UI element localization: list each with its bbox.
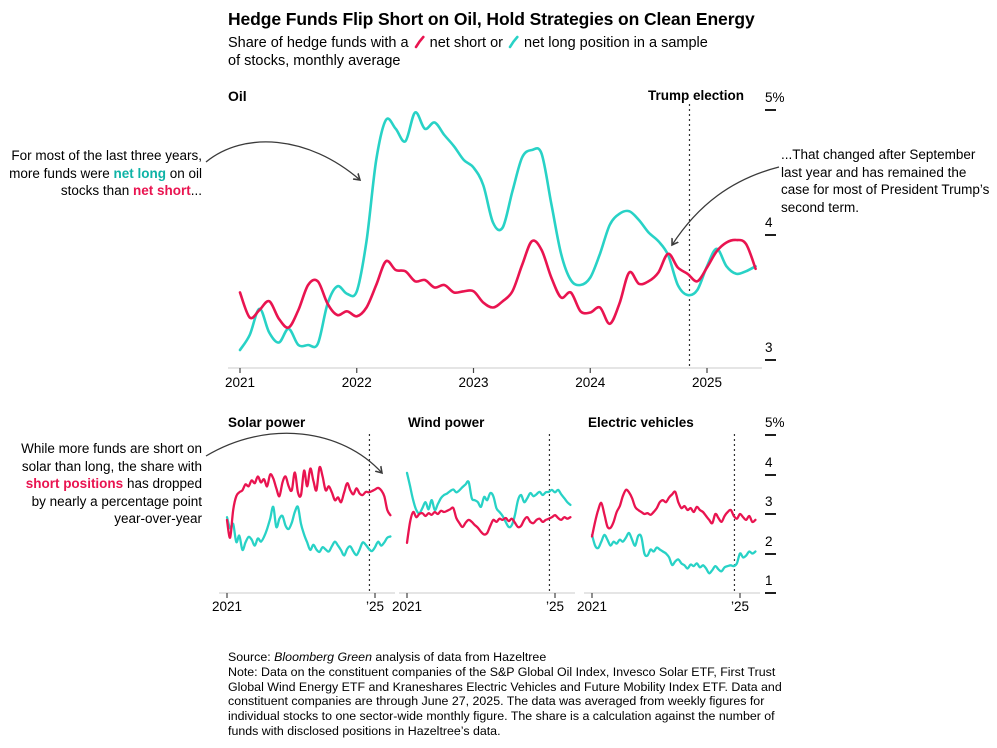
oil-net-long-line [240, 112, 756, 350]
y-axis-tick-label: 5% [765, 90, 785, 105]
net-short-highlight: net short [132, 183, 191, 198]
ev-net-long-line [592, 533, 755, 573]
ev-net-short-line [592, 490, 755, 537]
wind-net-long-line [407, 473, 570, 527]
x-tick-label: ’25 [545, 599, 565, 614]
trump-election-label: Trump election [648, 88, 745, 103]
y-axis-tick-label: 4 [765, 454, 773, 470]
x-tick-label: ’25 [365, 599, 385, 614]
subtitle-text-line2: of stocks, monthly average [228, 53, 401, 69]
source-line [228, 650, 794, 665]
wind-chart [391, 428, 581, 616]
y-axis-tick-dash [765, 109, 776, 111]
solar-annotation-text: While more funds are short on solar than long, the share with [21, 441, 202, 474]
y-axis-tick-label: 2 [765, 533, 773, 549]
source-publication: Bloomberg Green [274, 650, 372, 664]
oil-right-annotation-arrow [672, 167, 779, 245]
subtitle-text-2: net short or [429, 35, 503, 51]
y-axis-tick-label: 1 [765, 573, 773, 588]
oil-right-annotation: ...That changed after September last year and has remained the case for most of President Trump’s second term. [781, 147, 990, 215]
y-axis-tick-dash [765, 434, 776, 436]
wind-net-short-line [407, 508, 570, 543]
x-tick-label: 2023 [458, 375, 489, 390]
short-positions-highlight: short positions [25, 476, 124, 491]
net-long-highlight: net long [113, 165, 166, 181]
y-axis-tick-label: 3 [765, 340, 773, 355]
ev-chart-title: Electric vehicles [588, 415, 694, 430]
oil-left-annotation-text-2: on oil stocks than [60, 165, 202, 198]
subtitle-text-1: Share of hedge funds with a [228, 35, 409, 51]
oil-chart [224, 96, 768, 396]
y-axis-tick-dash [765, 553, 776, 555]
y-axis-tick-label: 5% [765, 415, 785, 430]
subtitle-text-3: net long position in a sample [524, 35, 708, 51]
y-axis-tick-label: 3 [765, 494, 773, 509]
note-line: Note: Data on the constituent companies of the S&P Global Oil Index, Invesco Solar ETF, First Trust Global Wind Energy ETF and Kraneshares Electric Vehicles and Future Mobility Index ETF. Data and constituent companies are through June 27, 2025. The data was averaged from weekly figures for individual stocks to one sector-wide monthly figure. The share is a calculation against the number of funds with disclosed positions in Hazeltree’s data. [228, 664, 782, 738]
y-axis-tick-dash [765, 474, 776, 476]
x-tick-label: 2022 [341, 375, 372, 390]
page-title: Hedge Funds Flip Short on Oil, Hold Strategies on Clean Energy [228, 9, 755, 29]
net-short-slash-icon [414, 35, 425, 49]
solar-annotation [10, 440, 202, 528]
oil-left-annotation-text: For most of the last three years, more funds were [9, 148, 202, 181]
y-axis-tick-dash [765, 234, 776, 236]
source-note [228, 650, 794, 739]
x-tick-label: 2021 [224, 375, 256, 390]
y-axis-tick-dash [765, 592, 776, 594]
solar-annotation-arrow [206, 433, 382, 473]
ev-chart [576, 428, 766, 616]
oil-net-short-line [240, 240, 756, 328]
x-tick-label: ’25 [730, 599, 750, 614]
oil-left-annotation-arrow [206, 142, 360, 180]
solar-net-long-line [227, 506, 390, 555]
net-long-slash-icon [508, 35, 519, 49]
x-tick-label: 2025 [691, 375, 723, 390]
x-tick-label: 2021 [391, 599, 423, 614]
y-axis-tick-label: 4 [765, 215, 773, 230]
oil-chart-title: Oil [228, 88, 247, 104]
solar-net-short-line [227, 467, 390, 538]
x-tick-label: 2024 [575, 375, 606, 390]
x-tick-label: 2021 [211, 599, 243, 614]
oil-left-annotation-text-3: ... [190, 183, 202, 198]
source-suffix: analysis of data from Hazeltree [371, 650, 547, 664]
oil-left-annotation [6, 147, 202, 200]
source-prefix: Source: [228, 650, 275, 664]
solar-annotation-text-2: has dropped by nearly a percentage point year-over-year [31, 476, 202, 526]
chart-subtitle [228, 34, 708, 70]
y-axis-tick-dash [765, 359, 776, 361]
x-tick-label: 2021 [576, 599, 608, 614]
wind-chart-title: Wind power [408, 415, 485, 430]
solar-chart [211, 428, 401, 616]
y-axis-tick-dash [765, 513, 776, 515]
solar-chart-title: Solar power [228, 415, 306, 430]
